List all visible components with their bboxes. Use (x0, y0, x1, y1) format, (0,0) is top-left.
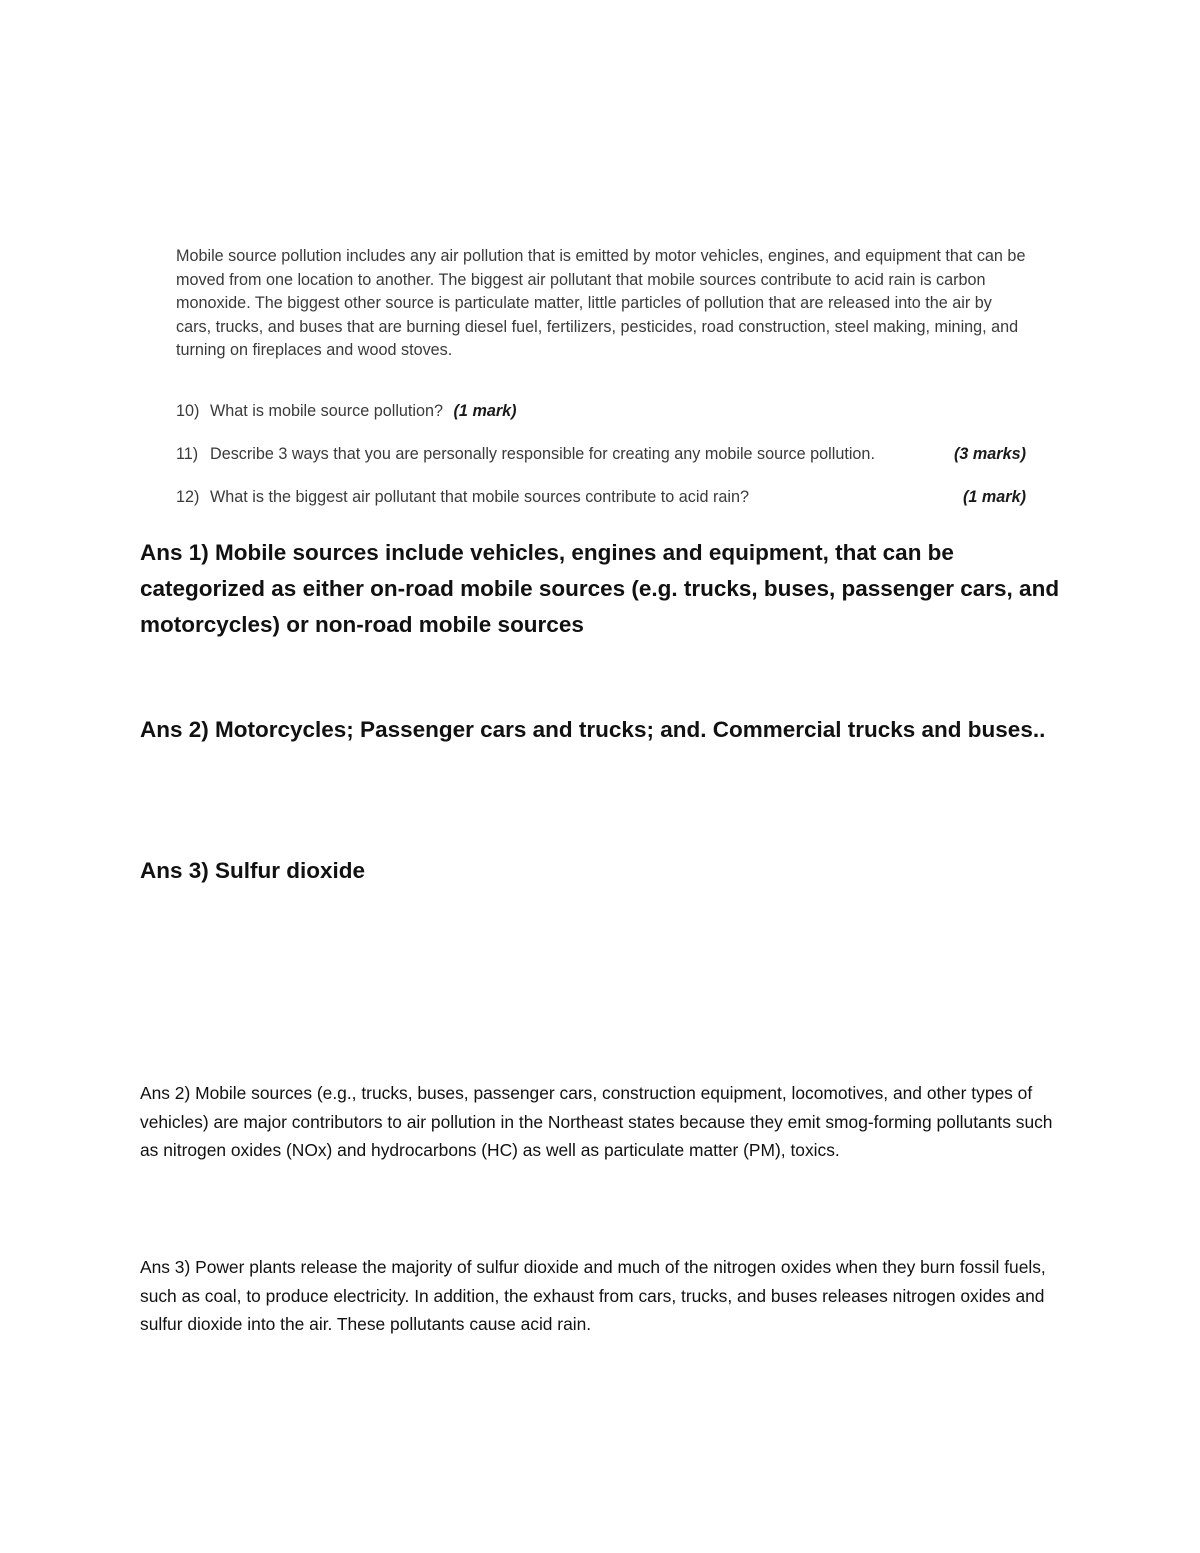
question-text: What is mobile source pollution? (210, 402, 444, 420)
question-marks: (3 marks) (954, 445, 1026, 463)
answer-3-bold: Ans 3) Sulfur dioxide (140, 858, 366, 883)
question-marks: (1 mark) (963, 488, 1026, 506)
question-item (176, 486, 1026, 510)
question-number: 10) (176, 402, 200, 420)
excerpt-paragraph: Mobile source pollution includes any air pollution that is emitted by motor vehicles, engines, and equipment that can be moved from one location to another. The biggest air pollutant that mobile sources contribute to acid rain is carbon monoxide. The biggest other source is particulate matter, little particles of pollution that are released into the air by cars, trucks, and buses that are burning diesel fuel, fertilizers, pesticides, road construction, steel making, mining, and turning on fireplaces and wood stoves. (176, 247, 1026, 360)
question-excerpt (176, 245, 1036, 506)
question-number: 11) (176, 445, 199, 463)
answer-2-detailed: Ans 2) Mobile sources (e.g., trucks, buses, passenger cars, construction equipment, locomotives, and other types of vehicles) are major contributors to air pollution in the Northeast states because they emit smog-forming pollutants such as nitrogen oxides (NOx) and hydrocarbons (HC) as well as particulate matter (PM), toxics. (140, 1083, 1053, 1160)
question-text: What is the biggest air pollutant that mobile sources contribute to acid rain? (210, 488, 749, 506)
question-item (176, 443, 1026, 467)
answer-3-detailed: Ans 3) Power plants release the majority of sulfur dioxide and much of the nitrogen oxides when they burn fossil fuels, such as coal, to produce electricity. In addition, the exhaust from cars, trucks, and buses releases nitrogen oxides and sulfur dioxide into the air. These pollutants cause acid rain. (140, 1257, 1046, 1334)
question-marks: (1 mark) (453, 402, 517, 420)
answer-1-bold: Ans 1) Mobile sources include vehicles, engines and equipment, that can be categorized as either on-road mobile sources (e.g. trucks, buses, passenger cars, and motorcycles) or non-road mobile sources (140, 540, 1060, 637)
question-text: Describe 3 ways that you are personally responsible for creating any mobile source pollution. (210, 445, 875, 463)
answer-2-bold: Ans 2) Motorcycles; Passenger cars and trucks; and. Commercial trucks and buses.. (140, 717, 1046, 742)
question-number: 12) (176, 488, 200, 506)
question-item (176, 400, 1026, 424)
